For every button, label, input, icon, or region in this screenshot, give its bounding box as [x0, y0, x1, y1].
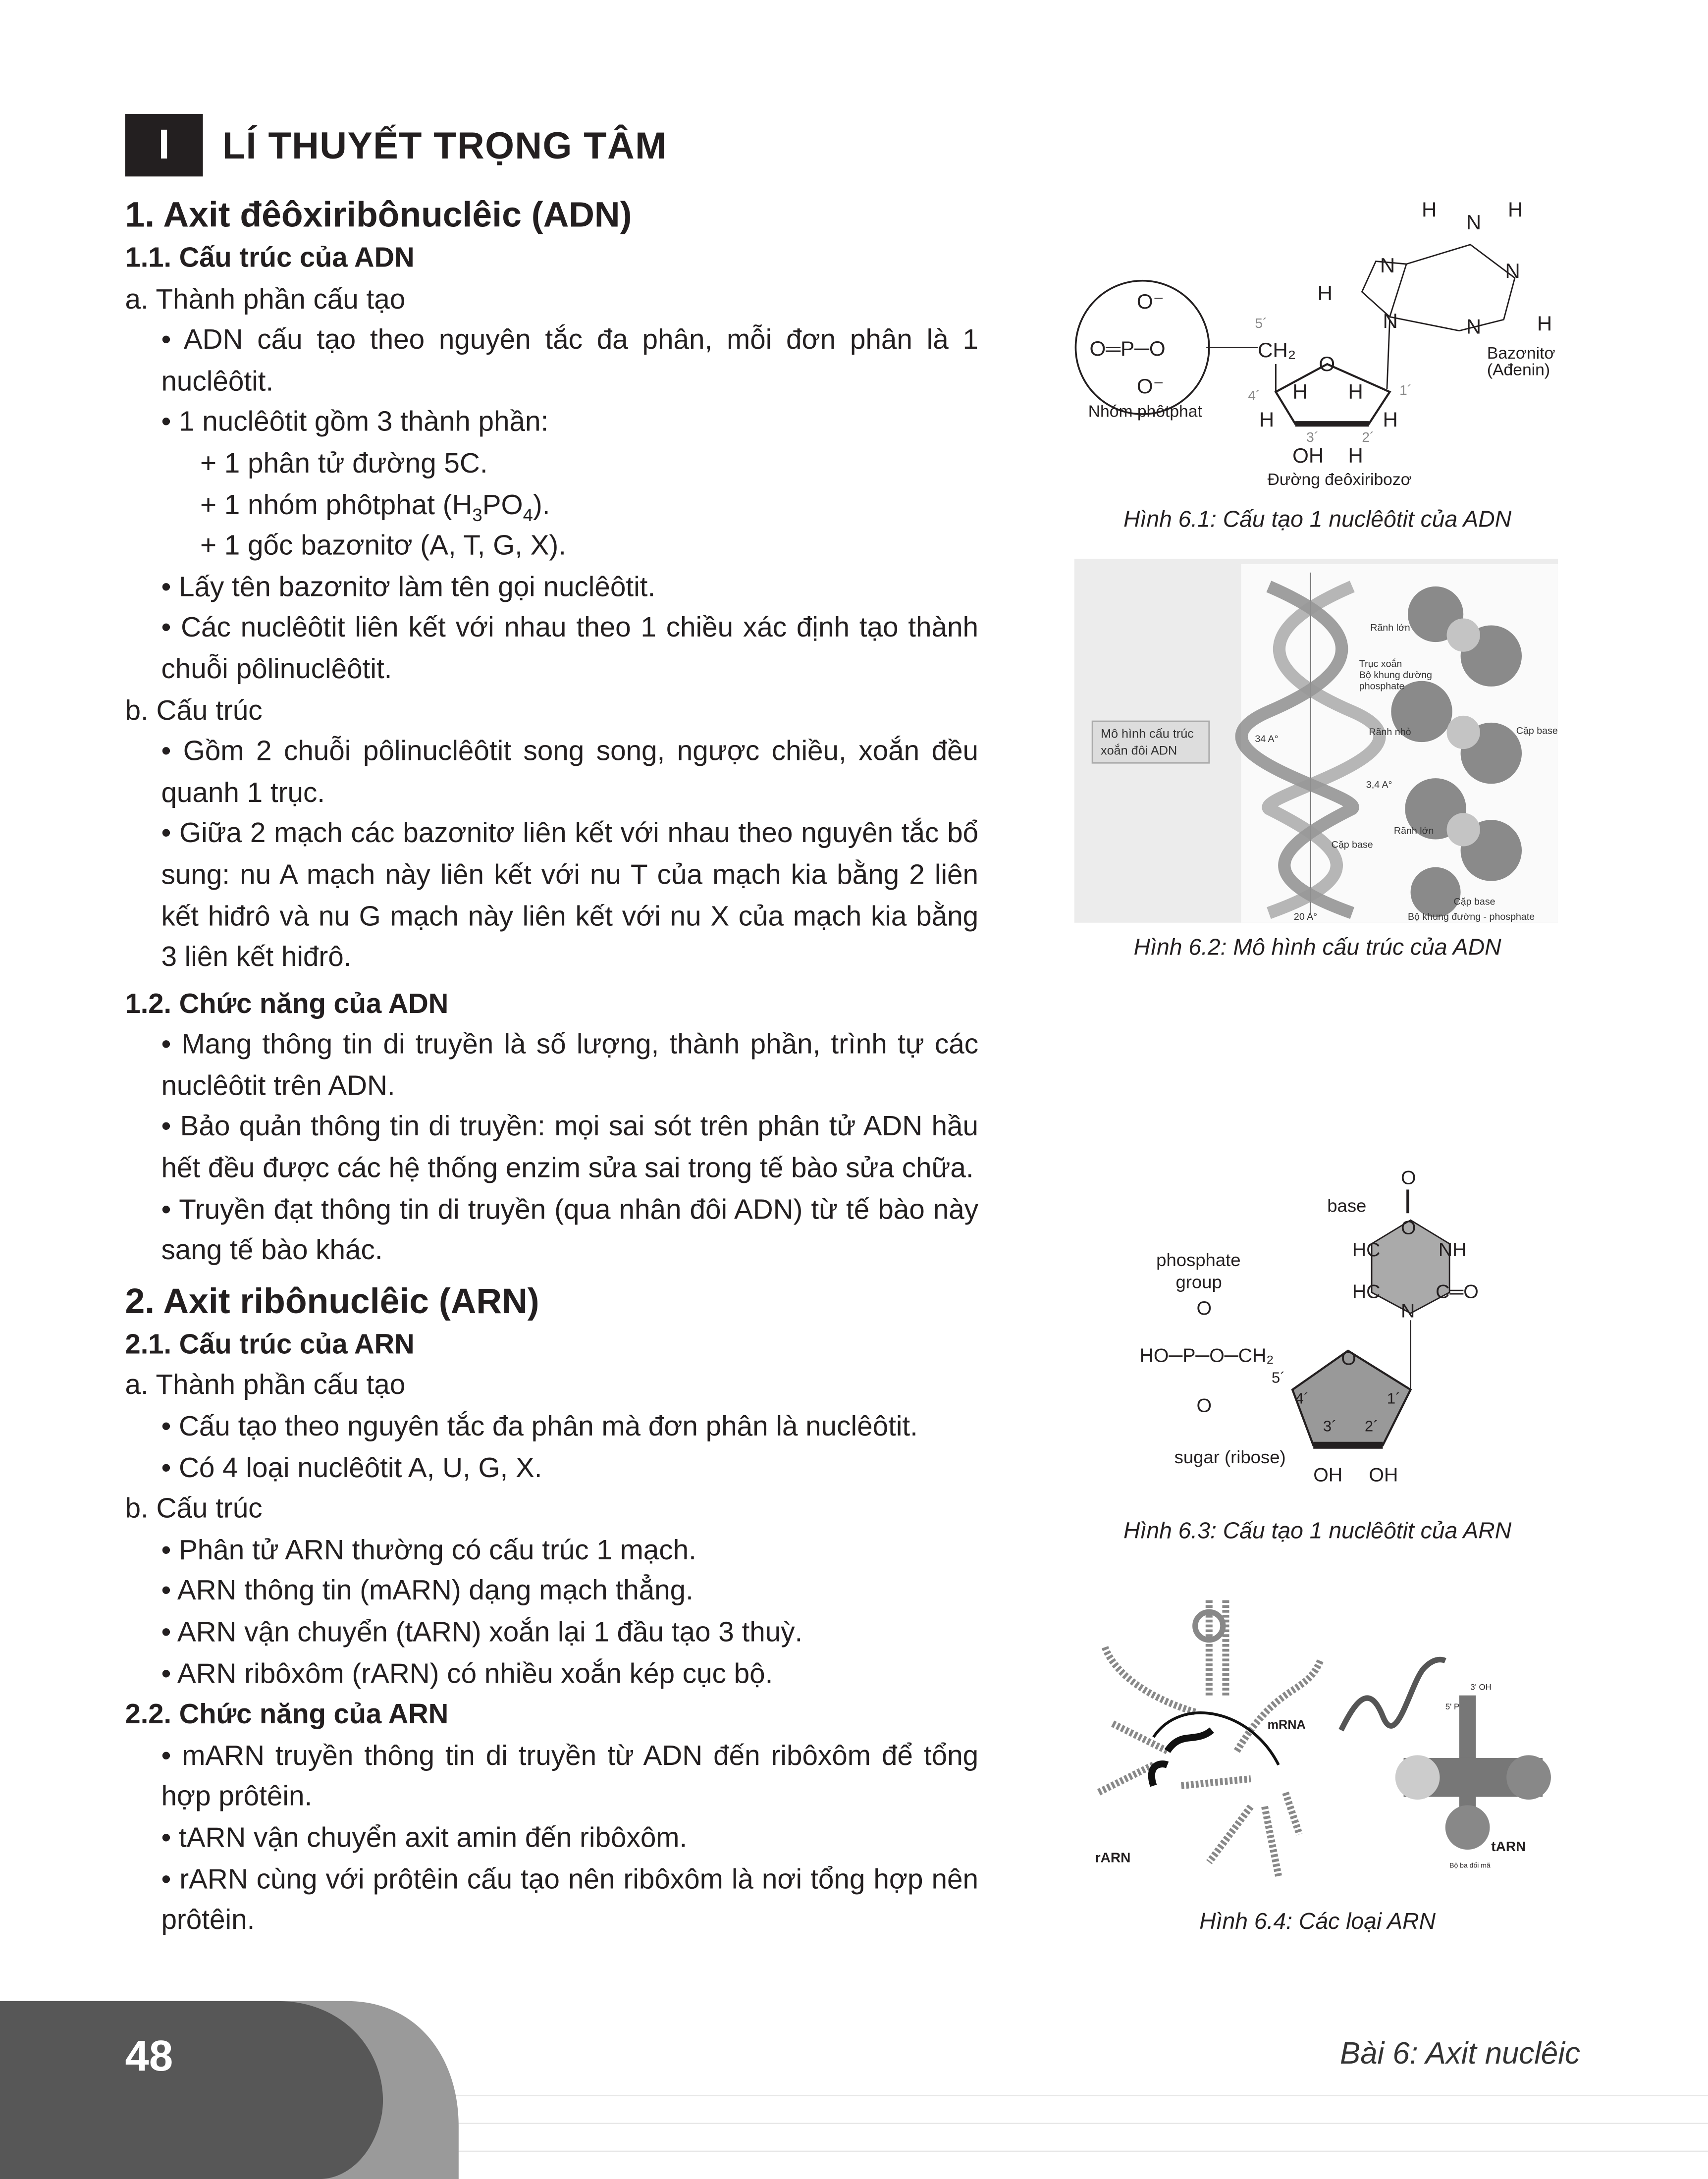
mrna-label: mRNA [1267, 1718, 1306, 1732]
paragraph: • Bảo quản thông tin di truyền: mọi sai sót trên phân tử ADN hầu hết đều được các hệ thống enzim sửa sai trong tế bào sửa chữa. [161, 1112, 979, 1184]
figure-dna-nucleotide [1070, 188, 1570, 500]
label: H [1383, 408, 1398, 431]
label: xoắn đôi ADN [1100, 744, 1177, 758]
text: PO [482, 490, 523, 521]
heading-arn-function: 2.2. Chức năng của ARN [125, 1700, 449, 1731]
label: phosphate [1359, 681, 1405, 692]
paragraph: • ARN ribôxôm (rARN) có nhiều xoắn kép cục bộ. [161, 1658, 773, 1690]
label: Rãnh lớn [1370, 622, 1410, 634]
heading-adn-structure: 1.1. Cấu trúc của ADN [125, 243, 415, 274]
label: 5' P [1445, 1701, 1460, 1711]
label: 34 A° [1255, 734, 1279, 745]
section-title: LÍ THUYẾT TRỌNG TÂM [222, 125, 667, 167]
label: 4´ [1248, 387, 1261, 403]
label: H [1537, 312, 1552, 335]
label: N [1505, 259, 1520, 283]
label: OH [1313, 1464, 1343, 1486]
heading-arn: 2. Axit ribônuclêic (ARN) [125, 1282, 539, 1322]
paragraph: • Có 4 loại nuclêôtit A, U, G, X. [161, 1453, 542, 1484]
text: + 1 nhóm phôtphat (H [200, 490, 473, 521]
figure-caption: Hình 6.4: Các loại ARN [1199, 1909, 1436, 1935]
label: H [1348, 444, 1363, 468]
phosphate-label: Nhóm phôtphat [1088, 402, 1202, 421]
label: H [1422, 198, 1437, 221]
sub-heading: b. Cấu trúc [125, 1494, 263, 1525]
label: N [1383, 309, 1398, 333]
label: O═P─O [1089, 337, 1166, 361]
paragraph: • 1 nuclêôtit gồm 3 thành phần: [161, 408, 549, 438]
label: sugar (ribose) [1174, 1447, 1286, 1468]
label: 4´ [1295, 1389, 1309, 1407]
paragraph: • ADN cấu tạo theo nguyên tắc đa phân, mỗi đơn phân là 1 nuclêôtit. [161, 325, 979, 397]
page-number: 48 [125, 2031, 173, 2080]
figure-caption: Hình 6.1: Cấu tạo 1 nuclêôtit của ADN [1123, 507, 1512, 532]
label: Rãnh nhỏ [1369, 727, 1411, 738]
label: 2´ [1365, 1417, 1379, 1435]
paragraph: • Truyền đạt thông tin di truyền (qua nhân đôi ADN) từ tế bào này sang tế bào khác. [161, 1194, 979, 1267]
label: 1´ [1387, 1389, 1401, 1407]
sub-heading: b. Cấu trúc [125, 695, 263, 726]
label: Trục xoắn [1359, 658, 1402, 670]
label: O⁻ [1136, 289, 1164, 313]
label: O [1341, 1347, 1356, 1370]
label: Cặp base [1331, 839, 1373, 850]
label: CH₂ [1257, 338, 1296, 362]
rarn-label: rARN [1095, 1850, 1131, 1865]
label: H [1292, 380, 1308, 404]
label: N [1380, 253, 1395, 277]
paragraph: • ARN vận chuyển (tARN) xoắn lại 1 đầu tạo 3 thuỳ. [161, 1617, 803, 1648]
paragraph: • Giữa 2 mạch các bazơnitơ liên kết với nhau theo nguyên tắc bổ sung: nu A mạch này liên kết với nu T của mạch kia bằng 2 liên kết hiđrô và nu G mạch này liên kết với nu X của mạch kia bằng 3 liên kết hiđrô. [161, 819, 979, 973]
label: 5´ [1255, 316, 1268, 331]
label: HO─P─O─CH₂ [1139, 1344, 1274, 1367]
paragraph: • Các nuclêôtit liên kết với nhau theo 1 chiều xác định tạo thành chuỗi pôlinuclêôtit. [161, 613, 979, 685]
sub-heading: a. Thành phần cấu tạo [125, 284, 406, 315]
label: H [1507, 198, 1523, 221]
paragraph: • Mang thông tin di truyền là số lượng, thành phần, trình tự các nuclêôtit trên ADN. [161, 1030, 979, 1102]
label: 5´ [1272, 1369, 1285, 1386]
label: N [1466, 315, 1482, 338]
label: base [1327, 1195, 1367, 1216]
paragraph: • Gồm 2 chuỗi pôlinuclêôtit song song, ngược chiều, xoắn đều quanh 1 trục. [161, 737, 979, 809]
label: O [1319, 352, 1335, 376]
label: Mô hình cấu trúc [1100, 727, 1194, 741]
label: H [1317, 281, 1333, 305]
label: Cặp base [1453, 896, 1495, 907]
list-item: + 1 gốc bazơnitơ (A, T, G, X). [200, 531, 567, 562]
label: 20 A° [1293, 911, 1318, 923]
figure-dna-double-helix [1074, 559, 1558, 923]
paragraph: • Lấy tên bazơnitơ làm tên gọi nuclêôtit. [161, 572, 656, 603]
base-label: Bazơnitơ [1487, 344, 1555, 363]
label: 3,4 A° [1366, 779, 1392, 791]
paragraph: • Phân tử ARN thường có cấu trúc 1 mạch. [161, 1535, 696, 1566]
label: Bộ ba đối mã [1449, 1861, 1491, 1869]
subscript: 3 [472, 504, 482, 525]
label: phosphate [1156, 1249, 1241, 1270]
tarn-label: tARN [1491, 1838, 1526, 1854]
figure-caption: Hình 6.3: Cấu tạo 1 nuclêôtit của ARN [1123, 1519, 1512, 1544]
sub-heading: a. Thành phần cấu tạo [125, 1371, 406, 1402]
lesson-title: Bài 6: Axit nuclêic [1339, 2036, 1580, 2071]
section-number-badge: I [125, 114, 203, 176]
label: Cặp base [1516, 725, 1558, 737]
label: O [1196, 1394, 1212, 1417]
label: 3´ [1323, 1417, 1337, 1435]
label: N [1400, 1300, 1415, 1322]
heading-arn-structure: 2.1. Cấu trúc của ARN [125, 1329, 415, 1361]
label: O [1196, 1297, 1212, 1320]
label: O [1400, 1217, 1416, 1239]
label: HC [1352, 1280, 1381, 1303]
text: ). [533, 490, 550, 521]
label: OH [1369, 1464, 1398, 1486]
label: NH [1438, 1239, 1467, 1261]
list-item: + 1 phân tử đường 5C. [200, 449, 488, 479]
label: O [1400, 1167, 1416, 1189]
label: Bộ khung đường - phosphate [1407, 911, 1535, 923]
subscript: 4 [523, 504, 533, 525]
label: O⁻ [1136, 374, 1164, 398]
paragraph: • tARN vận chuyển axit amin đến ribôxôm. [161, 1823, 688, 1854]
main-text-column [125, 192, 978, 1942]
heading-adn: 1. Axit đêôxiribônuclêic (ADN) [125, 196, 632, 235]
heading-adn-function: 1.2. Chức năng của ADN [125, 989, 449, 1020]
label: N [1466, 210, 1482, 234]
base-label: (Ađenin) [1487, 361, 1550, 379]
label: H [1259, 408, 1275, 431]
label: 3´ [1306, 429, 1319, 445]
label: 1´ [1399, 382, 1412, 398]
label: HC [1352, 1239, 1381, 1261]
list-item [125, 486, 978, 527]
paragraph: • mARN truyền thông tin di truyền từ ADN đến ribôxôm để tổng hợp prôtêin. [161, 1741, 979, 1813]
paragraph: • Cấu tạo theo nguyên tắc đa phân mà đơn phân là nuclêôtit. [161, 1412, 918, 1443]
label: group [1175, 1272, 1222, 1292]
label: Bộ khung đường [1359, 670, 1432, 681]
label: 3' OH [1470, 1682, 1492, 1692]
sugar-label: Đường đeôxiribozơ [1267, 471, 1412, 489]
label: H [1348, 380, 1363, 404]
label: OH [1292, 444, 1324, 468]
paragraph: • rARN cùng với prôtêin cấu tạo nên ribôxôm là nơi tổng hợp nên prôtêin. [161, 1864, 979, 1936]
figure-caption: Hình 6.2: Mô hình cấu trúc của ADN [1133, 935, 1501, 960]
label: Rãnh lớn [1393, 825, 1434, 837]
figure-rna-types [1070, 1598, 1570, 1911]
paragraph: • ARN thông tin (mARN) dạng mạch thẳng. [161, 1576, 694, 1607]
label: 2´ [1362, 429, 1375, 445]
figure-rna-nucleotide [1125, 1161, 1515, 1494]
label: C═O [1436, 1280, 1479, 1303]
